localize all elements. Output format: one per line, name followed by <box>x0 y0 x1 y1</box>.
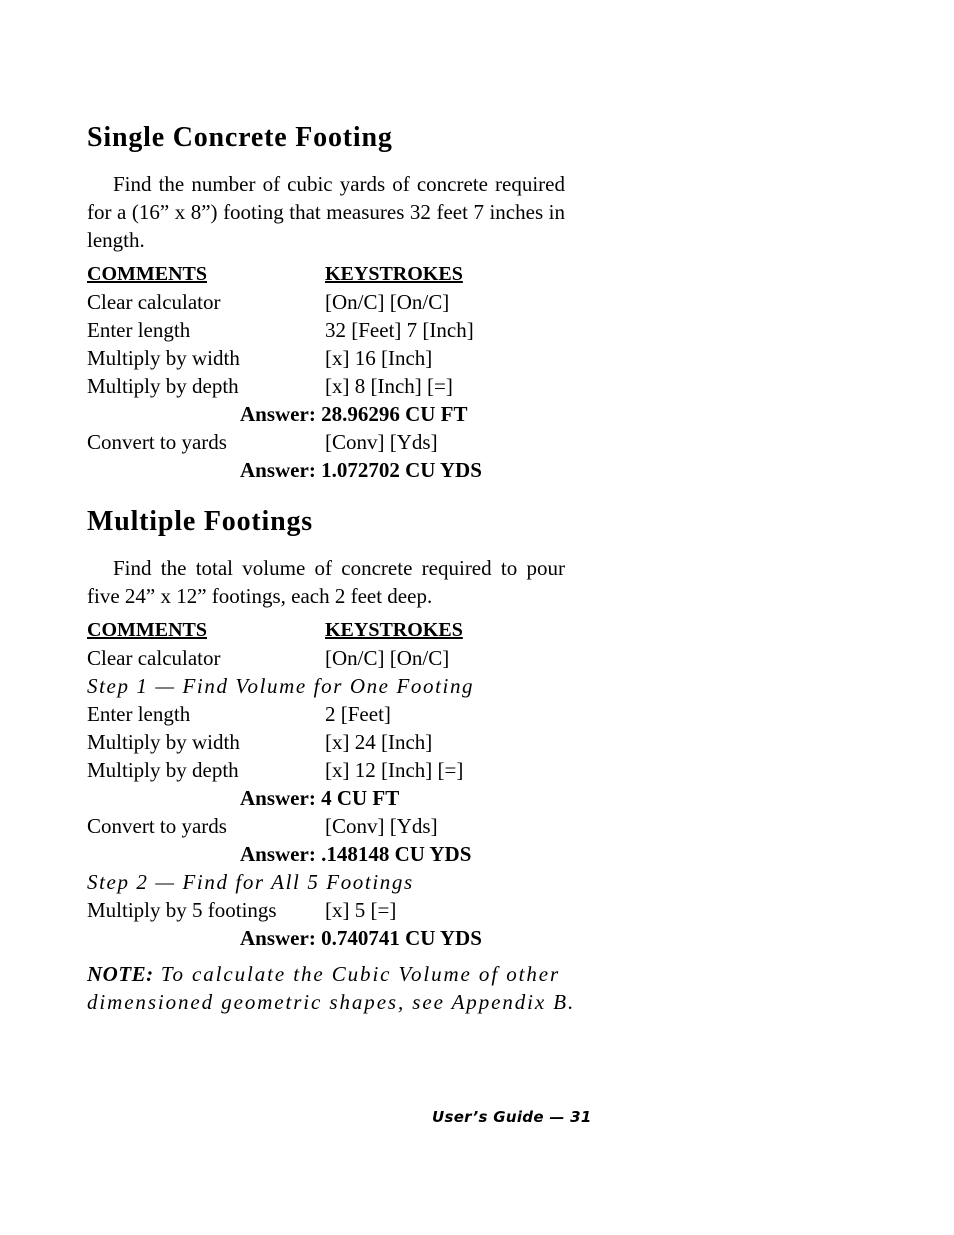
note-paragraph <box>87 960 647 1016</box>
table-row <box>87 812 687 840</box>
answer-text: Answer: 0.740741 CU YDS <box>240 926 482 950</box>
step-heading: Step 2 — Find for All 5 Footings <box>87 870 414 894</box>
answer-text: Answer: 4 CU FT <box>240 786 400 810</box>
table-row <box>87 644 687 672</box>
page-footer: User’s Guide — 31 <box>432 1108 592 1126</box>
keystroke-cell: [On/C] [On/C] <box>325 646 450 670</box>
keystroke-cell: [x] 5 [=] <box>325 898 397 922</box>
comment-cell: Enter length <box>87 702 191 726</box>
keystroke-cell: [x] 16 [Inch] <box>325 346 433 370</box>
comment-cell: Multiply by depth <box>87 758 239 782</box>
comment-cell: Enter length <box>87 318 191 342</box>
keystroke-cell: [Conv] [Yds] <box>325 430 438 454</box>
keystroke-cell: [Conv] [Yds] <box>325 814 438 838</box>
section-title-single-footing: Single Concrete Footing <box>87 122 393 153</box>
table-row <box>87 728 687 756</box>
table-row <box>87 316 687 344</box>
answer-line <box>87 784 687 812</box>
section-title-multiple-footings: Multiple Footings <box>87 506 313 537</box>
note-text: To calculate the Cubic Volume of other dimensioned geometric shapes, see Appendix B. <box>87 962 576 1014</box>
note-label: NOTE: <box>87 962 154 986</box>
table-row <box>87 428 687 456</box>
comment-cell: Clear calculator <box>87 646 221 670</box>
answer-text: Answer: 1.072702 CU YDS <box>240 458 482 482</box>
answer-text: Answer: .148148 CU YDS <box>240 842 472 866</box>
keystroke-cell: 2 [Feet] <box>325 702 391 726</box>
keystroke-cell: [x] 12 [Inch] [=] <box>325 758 464 782</box>
keystrokes-header: KEYSTROKES <box>325 619 463 641</box>
table-row <box>87 756 687 784</box>
table-header <box>87 616 687 644</box>
comment-cell: Multiply by 5 footings <box>87 898 277 922</box>
keystroke-cell: [x] 8 [Inch] [=] <box>325 374 453 398</box>
comments-header: COMMENTS <box>87 619 207 641</box>
answer-line <box>87 840 687 868</box>
table-row <box>87 896 687 924</box>
answer-line <box>87 456 687 484</box>
comment-cell: Multiply by width <box>87 346 240 370</box>
answer-text: Answer: 28.96296 CU FT <box>240 402 468 426</box>
comment-cell: Convert to yards <box>87 814 227 838</box>
table-row <box>87 288 687 316</box>
step-heading: Step 1 — Find Volume for One Footing <box>87 674 475 698</box>
keystroke-cell: [On/C] [On/C] <box>325 290 450 314</box>
keystroke-cell: 32 [Feet] 7 [Inch] <box>325 318 474 342</box>
page-content <box>87 118 687 1016</box>
table-row <box>87 372 687 400</box>
answer-line <box>87 400 687 428</box>
comments-header: COMMENTS <box>87 263 207 285</box>
comment-cell: Multiply by width <box>87 730 240 754</box>
comment-cell: Multiply by depth <box>87 374 239 398</box>
table-row <box>87 344 687 372</box>
section-intro: Find the total volume of concrete required to pour five 24” x 12” footings, each 2 feet deep. <box>87 556 565 608</box>
section-intro: Find the number of cubic yards of concrete required for a (16” x 8”) footing that measures 32 feet 7 inches in length. <box>87 172 565 252</box>
comment-cell: Convert to yards <box>87 430 227 454</box>
answer-line <box>87 924 687 952</box>
comment-cell: Clear calculator <box>87 290 221 314</box>
keystroke-cell: [x] 24 [Inch] <box>325 730 433 754</box>
keystrokes-header: KEYSTROKES <box>325 263 463 285</box>
table-row <box>87 700 687 728</box>
table-header <box>87 260 687 288</box>
